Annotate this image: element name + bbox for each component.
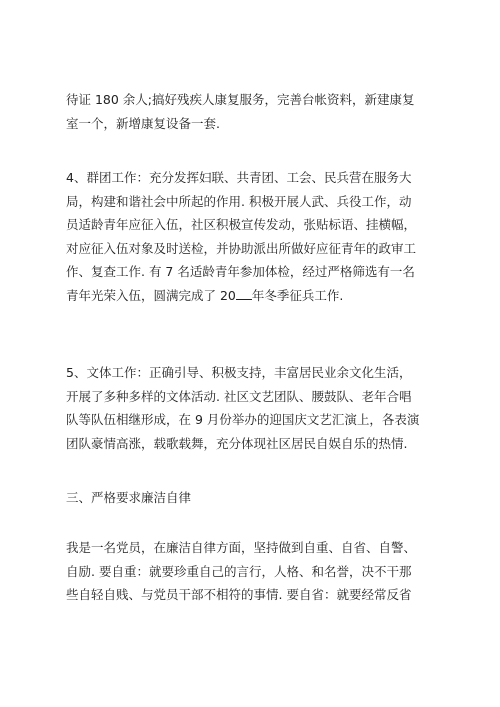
text-line-with-blank [66, 284, 438, 308]
text-line: 员适龄青年应征入伍，社区积极宣传发动，张贴标语、挂横幅， [66, 217, 417, 232]
text-line: 些自轻自贱、与党员干部不相符的事情. 要自省：就要经常反省 [66, 587, 412, 602]
text-line: 局，构建和谐社会中所起的作用. 积极开展人武、兵役工作，动 [66, 193, 412, 209]
section-heading: 三、严格要求廉洁自律 [66, 490, 192, 505]
paragraph-mass-organizations [66, 166, 438, 307]
text-line: 自励. 要自重：就要珍重自己的言行，人格、和名誉，决不干那 [66, 563, 412, 579]
text-line: 团队豪情高涨，载歌载舞，充分体现社区居民自娱自乐的热情. [66, 435, 408, 451]
text-line: 待证 180 余人;搞好残疾人康复服务，完善台帐资料，新建康复 [66, 92, 415, 107]
text-line: 4、群团工作：充分发挥妇联、共青团、工会、民兵营在服务大 [66, 170, 412, 185]
text-line: 开展了多种多样的文体活动. 社区文艺团队、腰鼓队、老年合唱 [66, 388, 412, 404]
paragraph-self-discipline [66, 536, 438, 607]
text-segment: 青年光荣入伍，圆满完成了 20 [66, 287, 236, 303]
text-line: 室一个，新增康复设备一套. [66, 115, 220, 131]
text-line: 我是一名党员，在廉洁自律方面，坚持做到自重、自省、自警、 [66, 540, 417, 555]
text-line: 5、文体工作：正确引导、积极支持，丰富居民业余文化生活， [66, 365, 412, 380]
text-line: 对应征入伍对象及时送检，并协助派出所做好应征青年的政审工 [66, 240, 417, 256]
text-line: 作、复查工作. 有 7 名适龄青年参加体检，经过严格筛选有一名 [66, 264, 415, 279]
text-line: 队等队伍相继形成，在 9 月份举办的迎国庆文艺汇演上，各表演 [66, 412, 420, 427]
fill-in-blank [236, 299, 252, 300]
paragraph-culture-sports [66, 361, 438, 455]
text-segment: 年冬季征兵工作. [251, 287, 344, 303]
paragraph-rehab [66, 88, 438, 135]
